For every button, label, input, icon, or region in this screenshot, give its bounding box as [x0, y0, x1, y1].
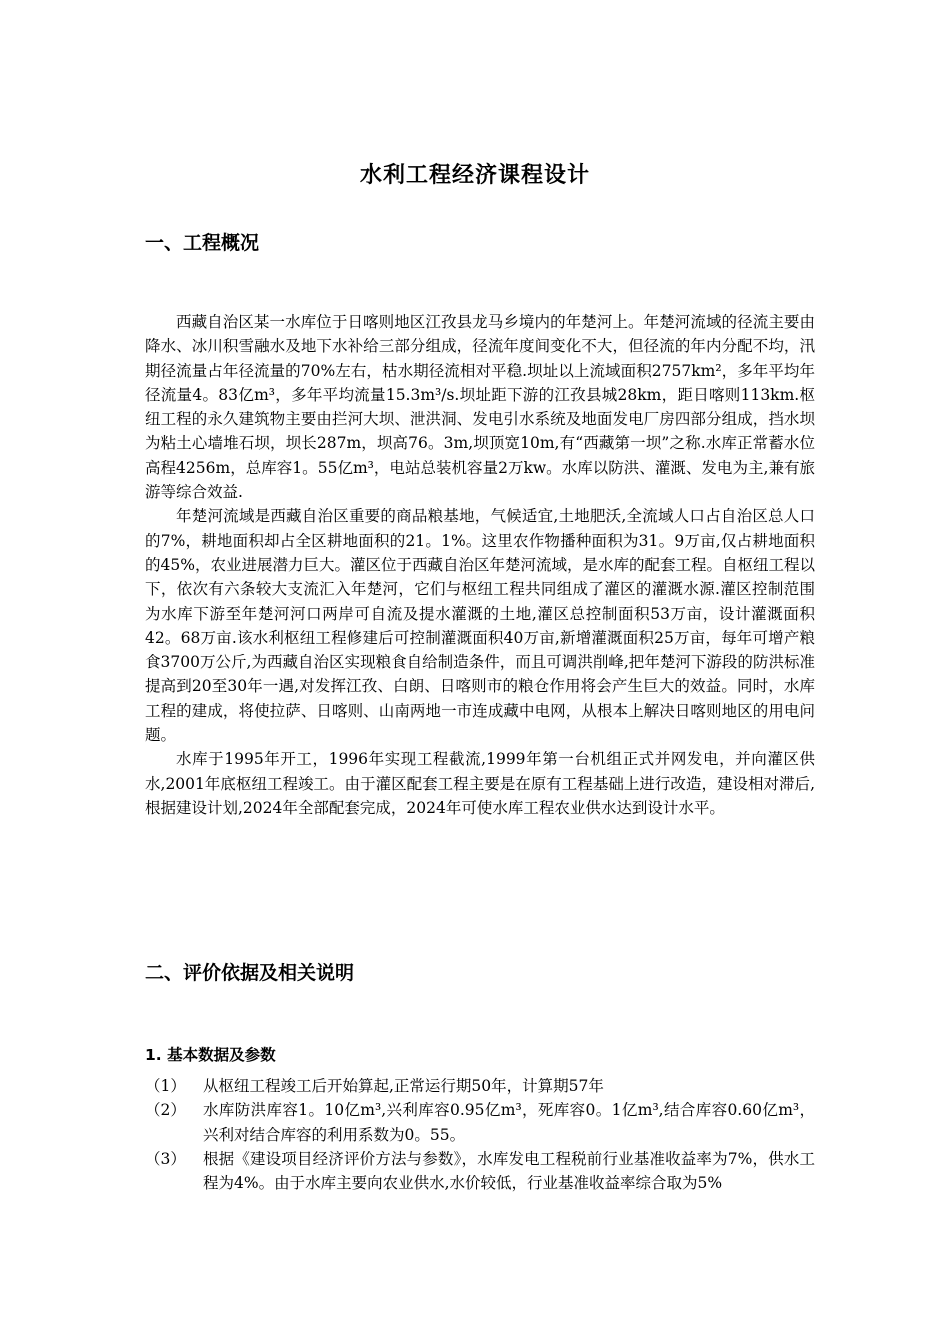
list-item-text: 水库防洪库容1。10亿m³,兴利库容0.95亿m³，死库容0。1亿m³,结合库容0.60亿m³，兴利对结合库容的利用系数为0。55。 [203, 1101, 815, 1144]
parameter-list [145, 1074, 815, 1195]
list-item-number: （3） [145, 1149, 186, 1168]
section-heading-evaluation: 二、评价依据及相关说明 [145, 962, 355, 984]
list-item-text: 根据《建设项目经济评价方法与参数》，水库发电工程税前行业基准收益率为7%，供水工程为4%。由于水库主要向农业供水,水价较低，行业基准收益率综合取为5% [203, 1149, 815, 1193]
list-item-number: （2） [145, 1101, 186, 1120]
paragraph: 西藏自治区某一水库位于日喀则地区江孜县龙马乡境内的年楚河上。年楚河流域的径流主要由降水、冰川积雪融水及地下水补给三部分组成，径流年度间变化不大，但径流的年内分配不均，汛期径流量占年径流量的70%左右，枯水期径流相对平稳.坝址以上流域面积2757km²，多年平均年径流量4。83亿m³，多年平均流量15.3m³/s.坝址距下游的江孜县城28km，距日喀则113km.枢纽工程的永久建筑物主要由拦河大坝、泄洪洞、发电引水系统及地面发电厂房四部分组成，挡水坝为粘土心墙堆石坝，坝长287m，坝高76。3m,坝顶宽10m,有“西藏第一坝”之称.水库正常蓄水位高程4256m，总库容1。55亿m³，电站总装机容量2万kw。水库以防洪、灌溉、发电为主,兼有旅游等综合效益. [145, 313, 815, 502]
list-item-text: 从枢纽工程竣工后开始算起,正常运行期50年，计算期57年 [203, 1077, 604, 1095]
list-item [145, 1098, 815, 1147]
section-body-overview [145, 310, 815, 820]
list-item [145, 1074, 815, 1098]
document-title: 水利工程经济课程设计 [359, 163, 590, 188]
paragraph: 年楚河流域是西藏自治区重要的商品粮基地，气候适宜,土地肥沃,全流域人口占自治区总人口的7%，耕地面积却占全区耕地面积的21。1%。这里农作物播种面积为31。9万亩,仅占耕地面积的45%，农业进展潜力巨大。灌区位于西藏自治区年楚河流域，是水库的配套工程。自枢纽工程以下，依次有六条较大支流汇入年楚河，它们与枢纽工程共同组成了灌区的灌溉水源.灌区控制范围为水库下游至年楚河河口两岸可自流及提水灌溉的土地,灌区总控制面积53万亩，设计灌溉面积42。68万亩.该水利枢纽工程修建后可控制灌溉面积40万亩,新增灌溉面积25万亩，每年可增产粮食3700万公斤,为西藏自治区实现粮食自给制造条件，而且可调洪削峰,把年楚河下游段的防洪标准提高到20至30年一遇,对发挥江孜、白朗、日喀则市的粮仓作用将会产生巨大的效益。同时，水库工程的建成，将使拉萨、日喀则、山南两地一市连成藏中电网，从根本上解决日喀则地区的用电问题。 [145, 507, 815, 745]
paragraph: 水库于1995年开工，1996年实现工程截流,1999年第一台机组正式并网发电，并向灌区供水,2001年底枢纽工程竣工。由于灌区配套工程主要是在原有工程基础上进行改造，建设相对滞后,根据建设计划,2024年全部配套完成，2024年可使水库工程农业供水达到设计水平。 [145, 750, 815, 817]
list-item-number: （1） [145, 1077, 186, 1095]
list-item [145, 1147, 815, 1196]
subsection-heading-basic-data: 1. 基本数据及参数 [145, 1046, 276, 1064]
section-heading-overview: 一、工程概况 [145, 232, 260, 254]
